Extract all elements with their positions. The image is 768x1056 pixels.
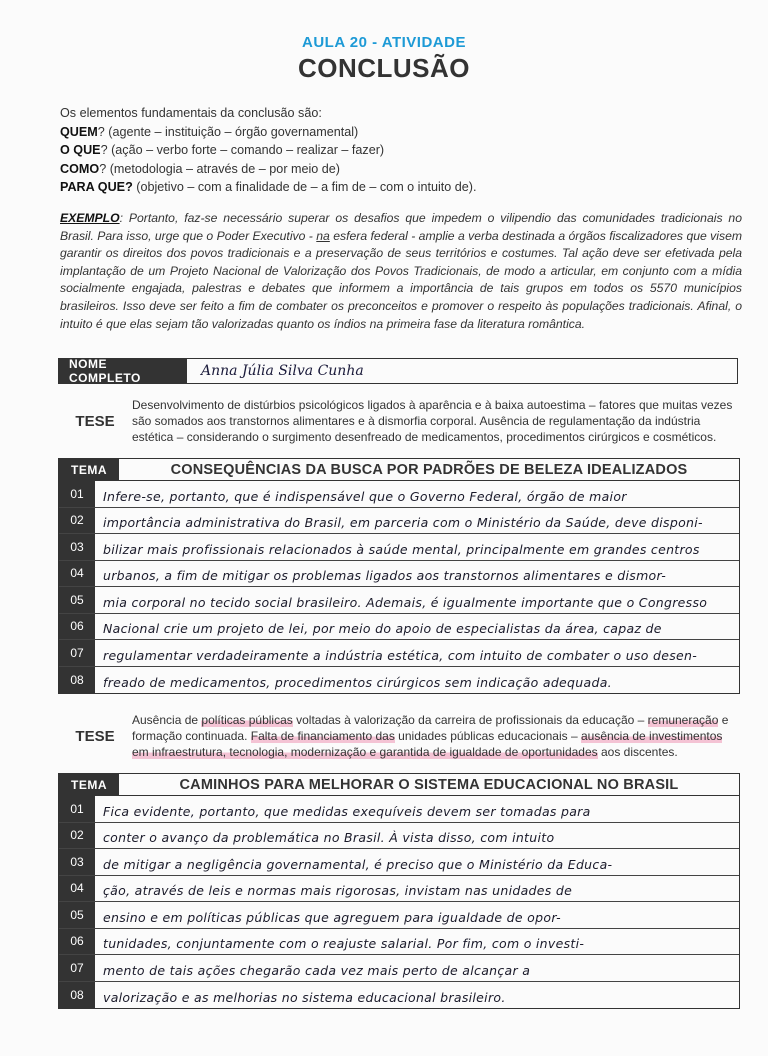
handwritten-text[interactable]: importância administrativa do Brasil, em parceria com o Ministério da Saúde, deve disponi- — [103, 515, 703, 530]
essay-block-2-title: CAMINHOS PARA MELHORAR O SISTEMA EDUCACIONAL NO BRASIL — [179, 776, 679, 793]
essay-line[interactable] — [59, 534, 739, 561]
handwritten-text[interactable]: valorização e as melhorias no sistema educacional brasileiro. — [103, 990, 506, 1005]
thesis-1-label: TESE — [75, 412, 115, 430]
essay-line[interactable] — [59, 823, 739, 850]
handwritten-text[interactable]: mento de tais ações chegarão cada vez mais perto de alcançar a — [103, 962, 531, 978]
handwritten-text[interactable]: Fica evidente, portanto, que medidas exequíveis devem ser tomadas para — [103, 803, 591, 819]
page-header — [0, 0, 768, 84]
lesson-label: AULA 20 - ATIVIDADE — [302, 34, 466, 51]
thesis-1 — [58, 397, 742, 445]
essay-line[interactable] — [59, 481, 739, 508]
example-label: EXEMPLO — [60, 211, 120, 225]
essay-block-2-tema-label: TEMA — [59, 774, 119, 795]
line-number: 05 — [59, 587, 95, 613]
highlight: políticas públicas — [201, 713, 293, 727]
line-number: 06 — [59, 929, 95, 955]
handwritten-text[interactable]: ensino e em políticas públicas que agreguem para igualdade de opor- — [103, 909, 561, 925]
highlight: Falta de financiamento das — [250, 729, 395, 743]
essay-block-2-header — [59, 774, 739, 796]
thesis-2 — [58, 712, 742, 760]
highlight: ausência de investimentos em infraestrutura, tecnologia, modernização e garantida de igualdade de oportunidades — [132, 729, 723, 759]
line-number: 07 — [59, 955, 95, 981]
thesis-1-text: Desenvolvimento de distúrbios psicológicos ligados à aparência e à baixa autoestima – fatores que muitas vezes são somados aos transtornos alimentares e à dismorfia corporal. Ausência de regulamentação da indústria estética – considerando o surgimento desenfreado de medicamentos, procedimentos cirúrgicos e cosméticos. — [132, 398, 733, 444]
line-number: 03 — [59, 534, 95, 560]
essay-block-1-header — [59, 459, 739, 481]
essay-block-1 — [58, 458, 740, 694]
line-number: 07 — [59, 640, 95, 666]
handwritten-text[interactable]: ção, através de leis e normas mais rigorosas, invistam nas unidades de — [103, 883, 573, 898]
example-paragraph: EXEMPLO: Portanto, faz-se necessário superar os desafios que impedem o vilipendio das comunidades tradicionais no Brasil. Para isso, urge que o Poder Executivo - na esfera federal - amplie a verba destinada a órgãos fiscalizadores que visem garantir os direitos dos povos tradicionais e a preservação de seus territórios e costumes. Tal ação deve ser efetivada pela implantação de um Projeto Nacional de Valorização dos Povos Tradicionais, de modo a articular, em conjunto com a mídia socialmente engajada, palestras e debates que informem a importância de tais grupos em todos os 5570 municípios brasileiros. Isso deve ser feito a fim de combater os preconceitos e promover o respeito às populações tradicionais. Afinal, o intuito é que elas sejam tão valorizadas quanto os índios na primeira fase da literatura romântica. — [60, 211, 743, 331]
essay-block-1-title: CONSEQUÊNCIAS DA BUSCA POR PADRÕES DE BELEZA IDEALIZADOS — [170, 461, 688, 478]
page-title: CONCLUSÃO — [297, 53, 471, 83]
thesis-2-label: TESE — [75, 727, 115, 745]
element-o-que: O QUE? (ação – verbo forte – comando – realizar – fazer) — [60, 143, 385, 157]
essay-line[interactable] — [59, 508, 739, 535]
handwritten-text[interactable]: conter o avanço da problemática no Brasil. À vista disso, com intuito — [103, 830, 555, 845]
handwritten-text[interactable]: mia corporal no tecido social brasileiro. Ademais, é igualmente importante que o Congresso — [103, 594, 708, 610]
essay-line[interactable] — [59, 849, 739, 876]
full-name-value[interactable]: Anna Júlia Silva Cunha — [201, 363, 364, 379]
essay-line[interactable] — [59, 796, 739, 823]
handwritten-text[interactable]: Nacional crie um projeto de lei, por meio do apoio de especialistas da área, capaz de — [103, 621, 662, 636]
handwritten-text[interactable]: urbanos, a fim de mitigar os problemas ligados aos transtornos alimentares e dismor- — [103, 568, 667, 583]
line-number: 08 — [59, 982, 95, 1009]
essay-line[interactable] — [59, 561, 739, 588]
line-number: 01 — [59, 796, 95, 822]
thesis-2-text: Ausência de políticas públicas voltadas à valorização da carreira de profissionais da educação – remuneração e formação continuada. Falta de financiamento das unidades públicas educacionais – ausência de investimentos em infraestrutura, tecnologia, modernização e garantida de igualdade de oportunidades aos discentes. — [132, 713, 729, 759]
elements-section — [60, 104, 740, 197]
handwritten-text[interactable]: Infere-se, portanto, que é indispensável que o Governo Federal, órgão de maior — [103, 488, 627, 504]
line-number: 02 — [59, 823, 95, 849]
line-number: 06 — [59, 614, 95, 640]
essay-line[interactable] — [59, 955, 739, 982]
essay-line[interactable] — [59, 902, 739, 929]
handwritten-text[interactable]: tunidades, conjuntamente com o reajuste salarial. Por fim, com o investi- — [103, 936, 585, 951]
element-como: COMO? (metodologia – através de – por meio de) — [60, 161, 341, 176]
line-number: 04 — [59, 876, 95, 902]
essay-line[interactable] — [59, 587, 739, 614]
essay-block-2 — [58, 773, 740, 1009]
line-number: 05 — [59, 902, 95, 928]
full-name-field[interactable] — [58, 358, 738, 384]
handwritten-text[interactable]: bilizar mais profissionais relacionados à saúde mental, principalmente em grandes centros — [103, 541, 700, 557]
elements-intro: Os elementos fundamentais da conclusão são: — [60, 106, 322, 120]
highlight: remuneração — [647, 713, 719, 727]
line-number: 02 — [59, 508, 95, 534]
essay-line[interactable] — [59, 982, 739, 1009]
essay-line[interactable] — [59, 876, 739, 903]
line-number: 04 — [59, 561, 95, 587]
line-number: 03 — [59, 849, 95, 875]
line-number: 08 — [59, 667, 95, 694]
essay-line[interactable] — [59, 640, 739, 667]
full-name-label: NOME COMPLETO — [59, 359, 187, 383]
handwritten-text[interactable]: regulamentar verdadeiramente a indústria estética, com intuito de combater o uso desen- — [103, 647, 698, 663]
handwritten-text[interactable]: freado de medicamentos, procedimentos cirúrgicos sem indicação adequada. — [103, 675, 612, 690]
handwritten-text[interactable]: de mitigar a negligência governamental, é preciso que o Ministério da Educa- — [103, 856, 613, 872]
line-number: 01 — [59, 481, 95, 507]
essay-block-1-tema-label: TEMA — [59, 459, 119, 480]
essay-line[interactable] — [59, 614, 739, 641]
essay-line[interactable] — [59, 667, 739, 694]
element-para-que: PARA QUE? (objetivo – com a finalidade de – a fim de – com o intuito de). — [60, 180, 477, 194]
essay-line[interactable] — [59, 929, 739, 956]
element-quem: QUEM? (agente – instituição – órgão governamental) — [60, 124, 359, 139]
